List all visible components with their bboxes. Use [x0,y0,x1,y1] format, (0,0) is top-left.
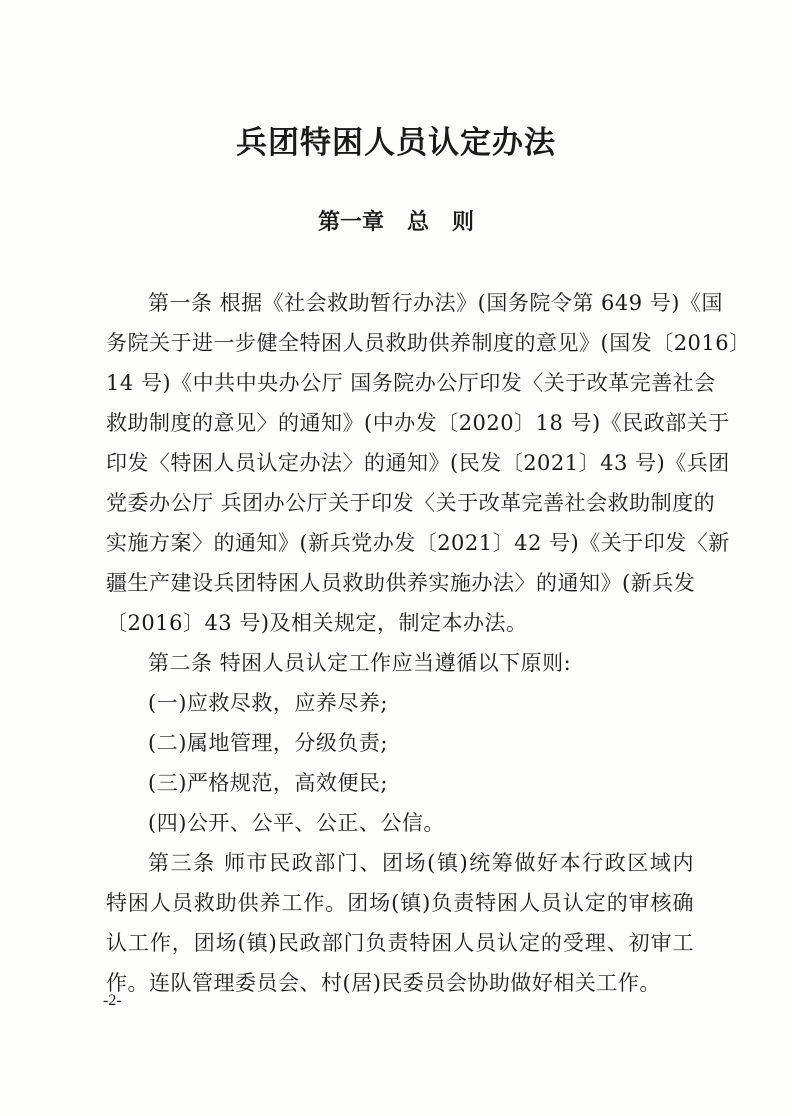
article-1-line: 务院关于进一步健全特困人员救助供养制度的意见》(国发〔2016〕 [106,331,751,355]
article-1-line: 救助制度的意见〉的通知》(中办发〔2020〕18 号)《民政部关于 [106,411,730,435]
principle-item: (二)属地管理，分级负责; [148,731,388,755]
article-3-line: 作。连队管理委员会、村(居)民委员会协助做好相关工作。 [106,971,661,995]
principle-item: (三)严格规范，高效便民; [148,771,388,795]
article-2-line: 第二条 特困人员认定工作应当遵循以下原则: [148,651,572,675]
page-number: -2- [103,992,122,1009]
article-1-line: 党委办公厅 兵团办公厅关于印发〈关于改革完善社会救助制度的 [106,491,716,515]
document-title: 兵团特困人员认定办法 [236,125,556,161]
article-1-line: 印发〈特困人员认定办法〉的通知》(民发〔2021〕43 号)《兵团 [106,451,730,475]
article-1-line: 疆生产建设兵团特困人员救助供养实施办法〉的通知》(新兵发 [106,571,696,595]
article-1-line: 〔2016〕43 号)及相关规定，制定本办法。 [106,611,528,635]
article-1-line: 14 号)《中共中央办公厅 国务院办公厅印发〈关于改革完善社会 [106,371,716,395]
article-1-line: 第一条 根据《社会救助暂行办法》(国务院令第 649 号)《国 [148,291,723,315]
chapter-title: 第一章 总 则 [318,210,474,235]
principle-item: (一)应救尽救，应养尽养; [148,691,388,715]
article-1-line: 实施方案〉的通知》(新兵党办发〔2021〕42 号)《关于印发〈新 [106,531,730,555]
article-3-line: 特困人员救助供养工作。团场(镇)负责特困人员认定的审核确 [106,891,694,915]
article-3-line: 第三条 师市民政部门、团场(镇)统筹做好本行政区域内 [148,851,694,875]
principle-item: (四)公开、公平、公正、公信。 [148,811,445,835]
article-3-line: 认工作，团场(镇)民政部门负责特困人员认定的受理、初审工 [106,931,694,955]
document-body [106,283,751,1003]
